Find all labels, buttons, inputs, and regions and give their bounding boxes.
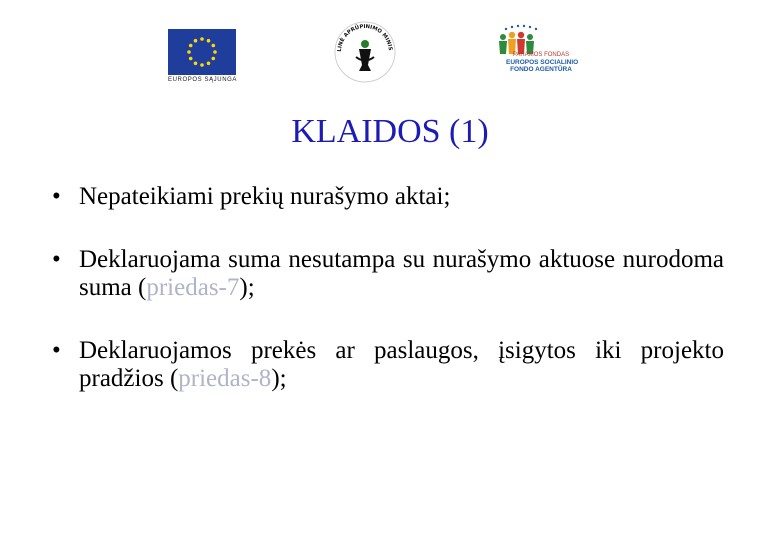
esf-agency-logo (486, 24, 579, 84)
esf-logo-line1: PARAMOS FONDAS (512, 52, 570, 58)
bullet-marker: • (52, 337, 61, 364)
bullet-text-before-link: Deklaruojamos prekės ar paslaugos, įsigytos iki projekto pradžios ( (79, 337, 724, 392)
people-group-icon (486, 24, 576, 54)
bullet-marker: • (52, 246, 61, 273)
eu-logo (168, 29, 236, 87)
bullet-item-1 (52, 183, 724, 211)
slide-title: KLAIDOS (1) (291, 113, 489, 150)
bullet-text (79, 337, 724, 393)
bullet-text-after-link: ); (271, 365, 287, 392)
ministry-seal-logo (332, 18, 398, 84)
appendix-link-7[interactable]: priedas-7 (146, 274, 240, 301)
bullet-text-before-link: Deklaruojama suma nesutampa su nurašymo aktuose nurodoma suma ( (79, 246, 724, 301)
eu-logo-caption: EUROPOS SĄJUNGA (168, 77, 238, 83)
esf-logo-line3: FONDO AGENTŪRA (510, 66, 572, 73)
bullet-list (52, 183, 724, 393)
esf-logo-line2: EUROPOS SOCIALINIO (506, 59, 579, 66)
bullet-marker: • (52, 183, 61, 210)
eu-flag-icon (168, 29, 236, 75)
appendix-link-8[interactable]: priedas-8 (178, 365, 272, 392)
bullet-item-2 (52, 246, 724, 302)
bullet-text: Nepateikiami prekių nurašymo aktai; (79, 183, 451, 210)
bullet-item-3 (52, 337, 724, 393)
seal-logo-text: LINĖ APRŪPINIMO MINIS (336, 23, 394, 52)
bullet-text-after-link: ); (239, 274, 255, 301)
bullet-text (79, 246, 724, 302)
